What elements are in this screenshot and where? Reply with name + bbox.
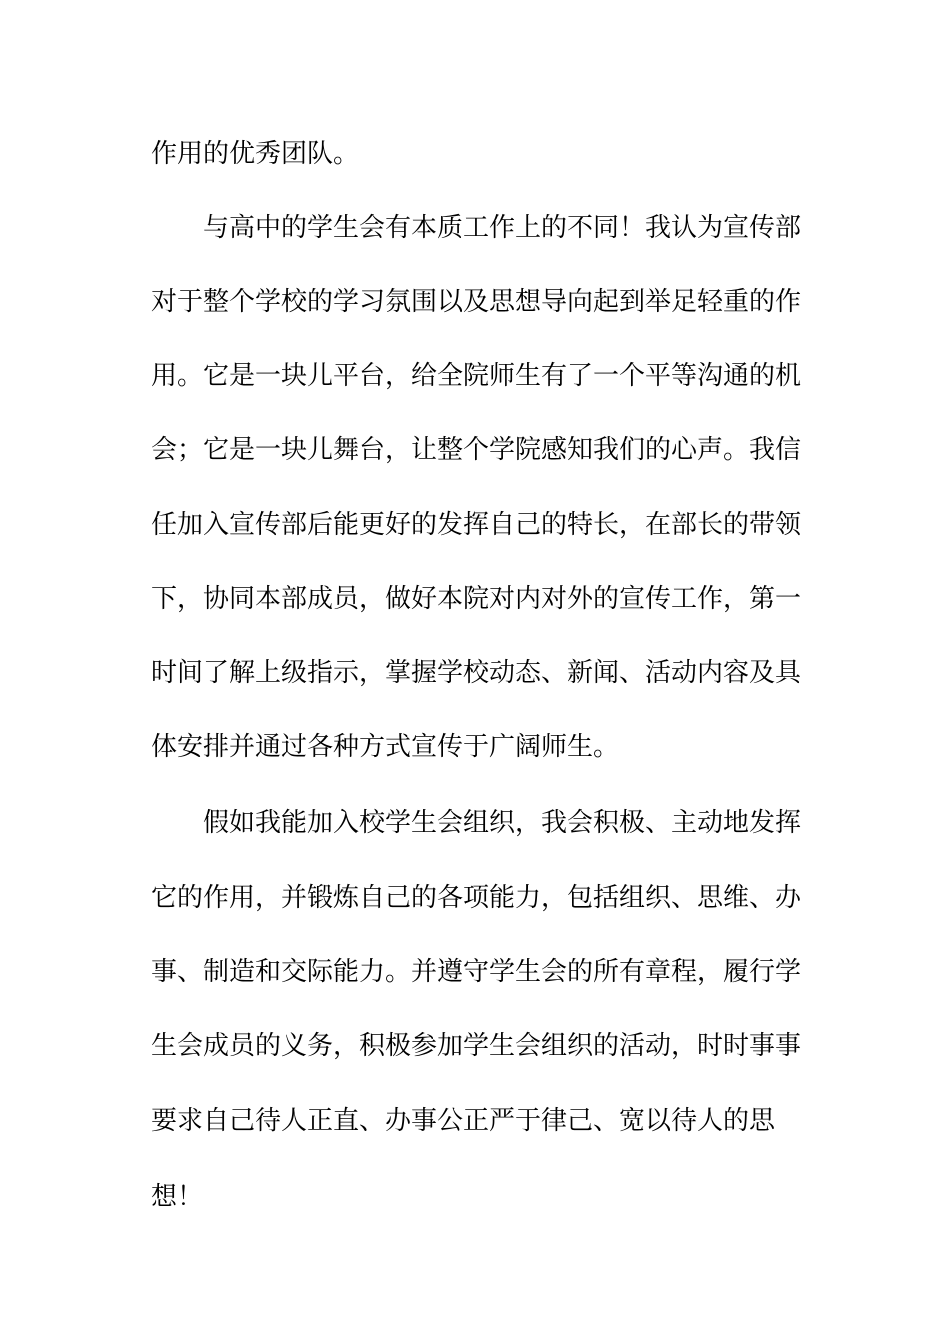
text-line: 时间了解上级指示，掌握学校动态、新闻、活动内容及具 bbox=[151, 658, 802, 688]
text-line: 会；它是一块儿舞台，让整个学院感知我们的心声。我信 bbox=[151, 435, 802, 465]
text-line: 体安排并通过各种方式宣传于广阔师生。 bbox=[151, 732, 620, 762]
text-line: 事、制造和交际能力。并遵守学生会的所有章程，履行学 bbox=[151, 957, 802, 987]
text-line: 要求自己待人正直、办事公正严于律己、宽以待人的思 bbox=[151, 1106, 776, 1136]
paragraph-first-line: 与高中的学生会有本质工作上的不同！我认为宣传部 bbox=[203, 213, 802, 243]
paragraph-first-line: 假如我能加入校学生会组织，我会积极、主动地发挥 bbox=[203, 808, 802, 838]
text-line: 下，协同本部成员，做好本院对内对外的宣传工作，第一 bbox=[151, 584, 802, 614]
text-line: 任加入宣传部后能更好的发挥自己的特长，在部长的带领 bbox=[151, 510, 802, 540]
text-line: 想！ bbox=[151, 1182, 204, 1212]
text-line: 作用的优秀团队。 bbox=[151, 139, 360, 169]
text-line: 它的作用，并锻炼自己的各项能力，包括组织、思维、办 bbox=[151, 883, 802, 913]
text-line: 对于整个学校的学习氛围以及思想导向起到举足轻重的作 bbox=[151, 287, 802, 317]
text-line: 生会成员的义务，积极参加学生会组织的活动，时时事事 bbox=[151, 1031, 802, 1061]
text-line: 用。它是一块儿平台，给全院师生有了一个平等沟通的机 bbox=[151, 361, 802, 391]
